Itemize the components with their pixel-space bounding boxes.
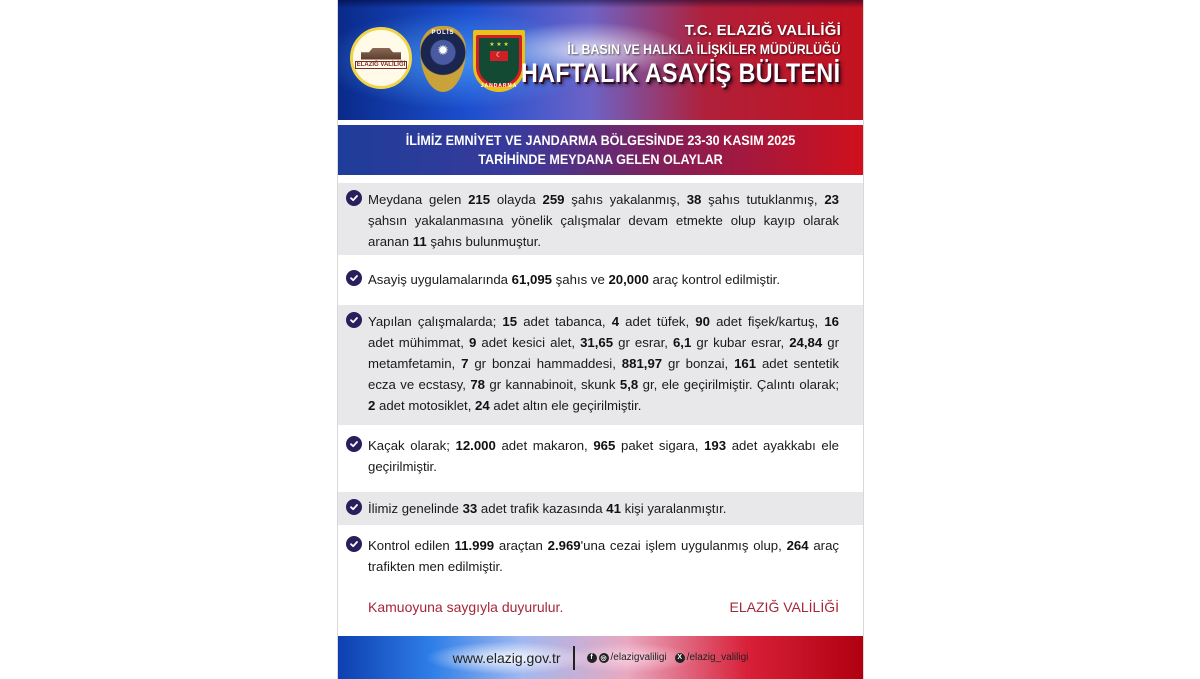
check-circle-icon (346, 499, 362, 515)
facebook-icon[interactable]: f (587, 653, 597, 663)
item-text: Kaçak olarak; 12.000 adet makaron, 965 paket sigara, 193 adet ayakkabı ele geçirilmiştir. (368, 438, 840, 474)
stat-value: 965 (593, 438, 616, 453)
polis-logo-text: POLİS (431, 30, 455, 36)
stat-value: 11.999 (454, 538, 495, 553)
header-line1: T.C. ELAZIĞ VALİLİĞİ (684, 22, 841, 39)
polis-logo (420, 26, 466, 92)
items-list (338, 183, 863, 635)
stat-value: 264 (786, 538, 809, 553)
stat-value: 161 (734, 356, 757, 371)
stat-value: 23 (824, 192, 839, 207)
stat-value: 90 (695, 314, 710, 329)
item-text: Yapılan çalışmalarda; 15 adet tabanca, 4 adet tüfek, 90 adet fişek/kartuş, 16 adet mühimmat, 9 adet kesici alet, 31,65 gr esrar, 6,1 gr kubar esrar, 24,84 gr metamfetamin, 7 gr bonzai hammaddesi, 881,97 gr bonzai, 161 adet sentetik ecza ve ecstasy, 78 gr kannabinoit, skunk 5,8 gr, ele geçirilmiştir. Çalıntı olarak; 2 adet motosiklet, 24 adet altın ele geçirilmiştir. (368, 314, 840, 413)
list-item (338, 425, 863, 492)
stat-value: 24 (475, 398, 490, 413)
list-item (338, 305, 863, 425)
list-item (338, 183, 863, 255)
item-text: Meydana gelen 215 olayda 259 şahıs yakalanmış, 38 şahıs tutuklanmış, 23 şahsın yakalanmasına yönelik çalışmalar devam etmekte olup kayıp olarak aranan 11 şahıs bulunmuştur. (368, 192, 839, 249)
check-circle-icon (346, 270, 362, 286)
social-handle-1[interactable]: /elazigvaliligi (610, 652, 667, 663)
divider (573, 646, 575, 670)
subheader-banner (338, 125, 863, 175)
stat-value: 9 (468, 335, 477, 350)
stars-icon: ★ ★ ★ (489, 42, 509, 48)
instagram-icon[interactable]: ◎ (600, 654, 607, 662)
item-text: Kontrol edilen 11.999 araçtan 2.969'una cezai işlem uygulanmış olup, 264 araç trafikten men edilmiştir. (368, 538, 839, 574)
stat-value: 61,095 (511, 272, 553, 287)
stat-value: 215 (468, 192, 491, 207)
stat-value: 78 (470, 377, 486, 392)
stat-value: 2.969 (547, 538, 581, 553)
stat-value: 38 (686, 192, 702, 207)
stat-value: 20,000 (608, 272, 649, 287)
social-handle-2[interactable]: /elazig_valiligi (686, 652, 749, 663)
check-circle-icon (346, 536, 362, 552)
website-link[interactable]: www.elazig.gov.tr (452, 649, 561, 666)
header-line2: İL BASIN VE HALKLA İLİŞKİLER MÜDÜRLÜĞÜ (567, 41, 841, 57)
check-circle-icon (346, 436, 362, 452)
bulletin-poster (337, 0, 864, 679)
footer-banner (338, 636, 863, 679)
stat-value: 259 (542, 192, 565, 207)
signature: ELAZIĞ VALİLİĞİ (729, 599, 839, 615)
building-icon (361, 48, 401, 60)
stat-value: 11 (412, 234, 427, 249)
header-text (469, 22, 841, 89)
star-icon: ✹ (437, 42, 449, 58)
list-item (338, 255, 863, 305)
stat-value: 193 (704, 438, 727, 453)
stat-value: 33 (462, 501, 478, 516)
list-item (338, 492, 863, 525)
stat-value: 15 (502, 314, 518, 329)
subheader-line1: İLİMİZ EMNİYET VE JANDARMA BÖLGESİNDE 23-30 KASIM 2025 (405, 132, 796, 148)
x-icon[interactable]: X (675, 653, 685, 663)
page-title: HAFTALIK ASAYİŞ BÜLTENİ (521, 58, 841, 88)
item-text: Asayiş uygulamalarında 61,095 şahıs ve 20,000 araç kontrol edilmiştir. (368, 272, 780, 287)
stat-value: 31,65 (580, 335, 614, 350)
item-text: İlimiz genelinde 33 adet trafik kazasında 41 kişi yaralanmıştır. (368, 501, 727, 516)
closing-line (368, 599, 839, 615)
stat-value: 4 (611, 314, 620, 329)
stat-value: 881,97 (621, 356, 663, 371)
list-item (338, 525, 863, 635)
closing-message: Kamuoyuna saygıyla duyurulur. (368, 599, 564, 615)
divider (338, 175, 863, 183)
stat-value: 12.000 (455, 438, 496, 453)
jandarma-logo-text: JANDARMA (480, 83, 518, 89)
stat-value: 5,8 (619, 377, 639, 392)
check-circle-icon (346, 190, 362, 206)
stat-value: 7 (461, 356, 469, 371)
stat-value: 6,1 (672, 335, 692, 350)
stat-value: 41 (606, 501, 621, 516)
social-links (587, 652, 749, 663)
valilik-logo (350, 27, 412, 89)
stat-value: 24,84 (789, 335, 823, 350)
subheader-line2: TARİHİNDE MEYDANA GELEN OLAYLAR (478, 151, 723, 167)
flag-icon: ☾ (490, 51, 508, 61)
stat-value: 16 (824, 314, 840, 329)
stat-value: 2 (368, 398, 376, 413)
check-circle-icon (346, 312, 362, 328)
header-banner (338, 0, 863, 120)
valilik-logo-text: ELAZIĞ VALİLİĞİ (356, 61, 406, 68)
